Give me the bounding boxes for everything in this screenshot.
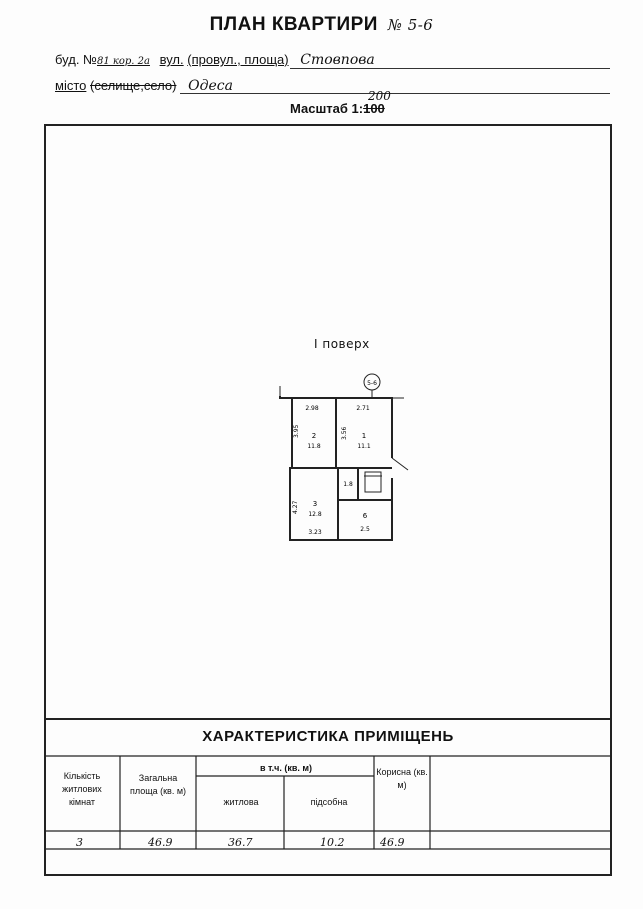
title-text: ПЛАН КВАРТИРИ <box>209 14 378 35</box>
building-value: 81 кор. 2а <box>96 56 150 67</box>
floor-label: I поверх <box>314 337 370 351</box>
header-incl: в т.ч. (кв. м) <box>259 763 313 773</box>
stair-tag: 5-6 <box>367 380 377 387</box>
characteristics-title: ХАРАКТЕРИСТИКА ПРИМІЩЕНЬ <box>202 728 454 745</box>
dim-8: 1.8 <box>343 481 353 488</box>
street-alt-label: (провул., площа) <box>187 52 289 67</box>
value-useful: 46.9 <box>380 836 405 849</box>
room-2-area: 11.8 <box>307 443 321 450</box>
dim-3: 3.95 <box>293 424 300 438</box>
value-living: 36.7 <box>228 836 253 849</box>
room-3-area: 12.8 <box>308 511 322 518</box>
dim-4: 3.56 <box>341 426 348 440</box>
address-city-line <box>55 78 233 94</box>
room-6-number: 6 <box>362 512 368 520</box>
header-aux: підсобна <box>310 797 348 807</box>
room-3-number: 3 <box>312 500 318 508</box>
page-title <box>0 14 643 36</box>
bathtub <box>365 472 381 492</box>
street-label: вул. <box>159 52 184 67</box>
dim-6: 3.23 <box>308 529 322 536</box>
scale-line <box>290 89 391 116</box>
header-living: житлова <box>223 797 259 807</box>
floor-plan-drawing <box>270 368 410 548</box>
scale-old: 100 <box>363 101 385 116</box>
room-1-number: 1 <box>361 432 367 440</box>
room-2-number: 2 <box>311 432 317 440</box>
value-rooms: 3 <box>76 836 83 849</box>
street-underline <box>290 68 610 69</box>
address-building-line <box>55 52 375 68</box>
city-value: Одеса <box>188 78 233 94</box>
room-1-area: 11.1 <box>357 443 371 450</box>
value-aux: 10.2 <box>320 836 345 849</box>
street-value: Стовпова <box>300 52 375 68</box>
header-total: Загальна площа (кв. м) <box>129 773 187 796</box>
dim-5: 4.27 <box>292 500 299 514</box>
room-6-area: 2.5 <box>360 526 370 533</box>
scale-new: 200 <box>368 89 391 103</box>
city-alt-label: (селище,село) <box>90 78 177 93</box>
scale-label: Масштаб 1: <box>290 101 364 116</box>
city-underline <box>180 93 610 94</box>
value-total: 46.9 <box>148 836 173 849</box>
building-label: буд. № <box>55 52 97 67</box>
city-label: місто <box>55 78 87 93</box>
dim-2: 2.71 <box>356 405 370 412</box>
header-rooms: Кількість житлових кімнат <box>62 771 102 807</box>
dim-1: 2.98 <box>305 405 319 412</box>
apartment-number: № 5-6 <box>387 16 434 34</box>
header-useful: Корисна (кв. м) <box>376 767 428 790</box>
